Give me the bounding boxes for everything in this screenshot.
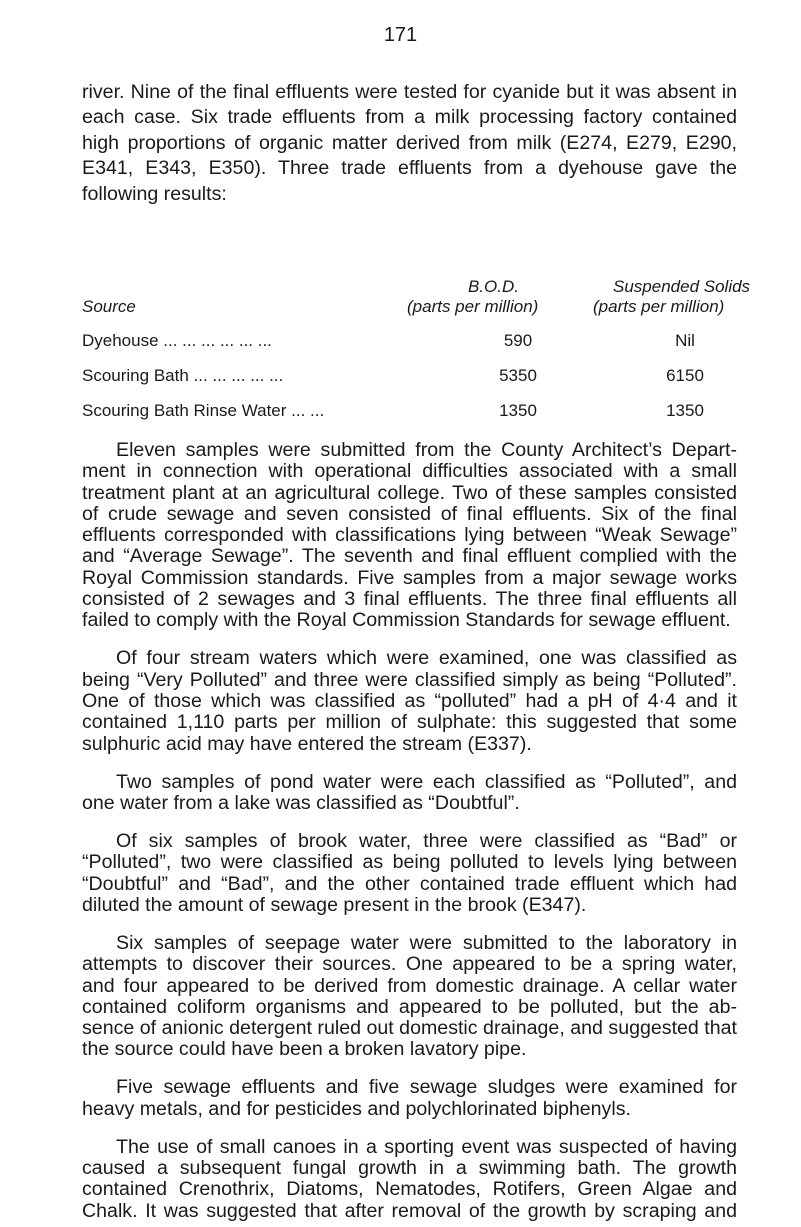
text-line: and four appeared to be derived from domestic drainage. A cellar water <box>82 974 737 997</box>
page-number: 171 <box>383 24 418 46</box>
suspended-solids-column-unit: (parts per million) <box>593 297 725 316</box>
text-line: the source could have been a broken lavatory pipe. <box>82 1038 527 1061</box>
text-line: The use of small canoes in a sporting event was suspected of having <box>116 1135 737 1158</box>
text-line: following results: <box>82 182 227 205</box>
text-line: contained coliform organisms and appeared to be polluted, but the ab- <box>82 995 737 1018</box>
text-line: Two samples of pond water were each classified as “Polluted”, and <box>116 770 737 793</box>
text-line: heavy metals, and for pesticides and polychlorinated biphenyls. <box>82 1097 631 1120</box>
row-source: Scouring Bath ... ... ... ... ... <box>82 366 284 385</box>
text-line: One of those which was classified as “polluted” had a pH of 4·4 and it <box>82 690 737 712</box>
row-bod: 590 <box>503 331 533 350</box>
paragraph-stream-waters <box>82 648 737 754</box>
text-line: caused a subsequent fungal growth in a swimming bath. The growth <box>82 1157 737 1180</box>
text-line: consisted of 2 sewages and 3 final effluents. The three final effluents all <box>82 588 737 611</box>
row-bod: 5350 <box>499 366 537 385</box>
text-line: ment in connection with operational difficulties associated with a small <box>82 460 737 483</box>
text-line: Of four stream waters which were examined, one was classified as <box>116 647 737 670</box>
text-line: attempts to discover their sources. One appeared to be a spring water, <box>82 953 737 976</box>
text-line: Chalk. It was suggested that after removal of the growth by scraping and <box>82 1199 737 1222</box>
text-line: river. Nine of the final effluents were tested for cyanide but it was absent in <box>82 81 737 103</box>
text-line: high proportions of organic matter derived from milk (E274, E279, E290, <box>82 131 737 154</box>
source-column-header: Source <box>82 297 136 316</box>
row-suspended-solids: 6150 <box>666 366 704 385</box>
row-suspended-solids: Nil <box>675 331 695 350</box>
text-line: diluted the amount of sewage present in the brook (E347). <box>82 893 587 916</box>
text-line: sence of anionic detergent ruled out domestic drainage, and suggested that <box>82 1017 737 1040</box>
text-line: “Doubtful” and “Bad”, and the other contained trade effluent which had <box>82 872 737 895</box>
paragraph-canoes <box>82 1137 737 1222</box>
row-bod: 1350 <box>499 401 537 420</box>
text-line: E341, E343, E350). Three trade effluents from a dyehouse gave the <box>82 157 737 180</box>
text-line: of crude sewage and seven consisted of final effluents. Six of the final <box>82 502 737 525</box>
row-source: Scouring Bath Rinse Water ... ... <box>82 401 325 420</box>
text-line: “Polluted”, two were classified as being polluted to levels lying between <box>82 851 737 874</box>
text-line: failed to comply with the Royal Commission Standards for sewage effluent. <box>82 609 731 632</box>
paragraph-pond-water <box>82 772 737 815</box>
text-line: contained Crenothrix, Diatoms, Nematodes, Rotifers, Green Algae and <box>82 1178 737 1201</box>
paragraph-sewage-sludges <box>82 1077 737 1120</box>
text-line: contained 1,110 parts per million of sulphate: this suggested that some <box>82 711 737 734</box>
text-line: Eleven samples were submitted from the County Architect’s Depart- <box>116 439 737 461</box>
intro-paragraph <box>82 80 737 207</box>
text-line: Royal Commission standards. Five samples from a major sewage works <box>82 566 737 589</box>
text-line: being “Very Polluted” and three were classified simply as being “Polluted”. <box>82 668 737 691</box>
text-line: Six samples of seepage water were submitted to the laboratory in <box>116 931 737 954</box>
bod-column-unit: (parts per million) <box>407 297 539 316</box>
text-line: each case. Six trade effluents from a milk processing factory contained <box>82 106 737 129</box>
row-suspended-solids: 1350 <box>666 401 704 420</box>
paragraph-architect-samples <box>82 440 737 632</box>
paragraph-seepage-water <box>82 933 737 1061</box>
text-line: treatment plant at an agricultural college. Two of these samples consisted <box>82 481 737 504</box>
bod-column-header: B.O.D. <box>468 277 520 296</box>
row-source: Dyehouse ... ... ... ... ... ... <box>82 331 272 350</box>
paragraph-brook-water <box>82 831 737 916</box>
text-line: and “Average Sewage”. The seventh and final effluent complied with the <box>82 545 737 568</box>
text-line: one water from a lake was classified as “Doubtful”. <box>82 791 520 814</box>
text-line: Five sewage effluents and five sewage sludges were examined for <box>116 1076 737 1099</box>
text-line: Of six samples of brook water, three were classified as “Bad” or <box>116 830 737 852</box>
text-line: sulphuric acid may have entered the stream (E337). <box>82 732 532 755</box>
text-line: effluents corresponded with classifications lying between “Weak Sewage” <box>82 524 737 547</box>
suspended-solids-column-header: Suspended Solids <box>613 277 751 296</box>
